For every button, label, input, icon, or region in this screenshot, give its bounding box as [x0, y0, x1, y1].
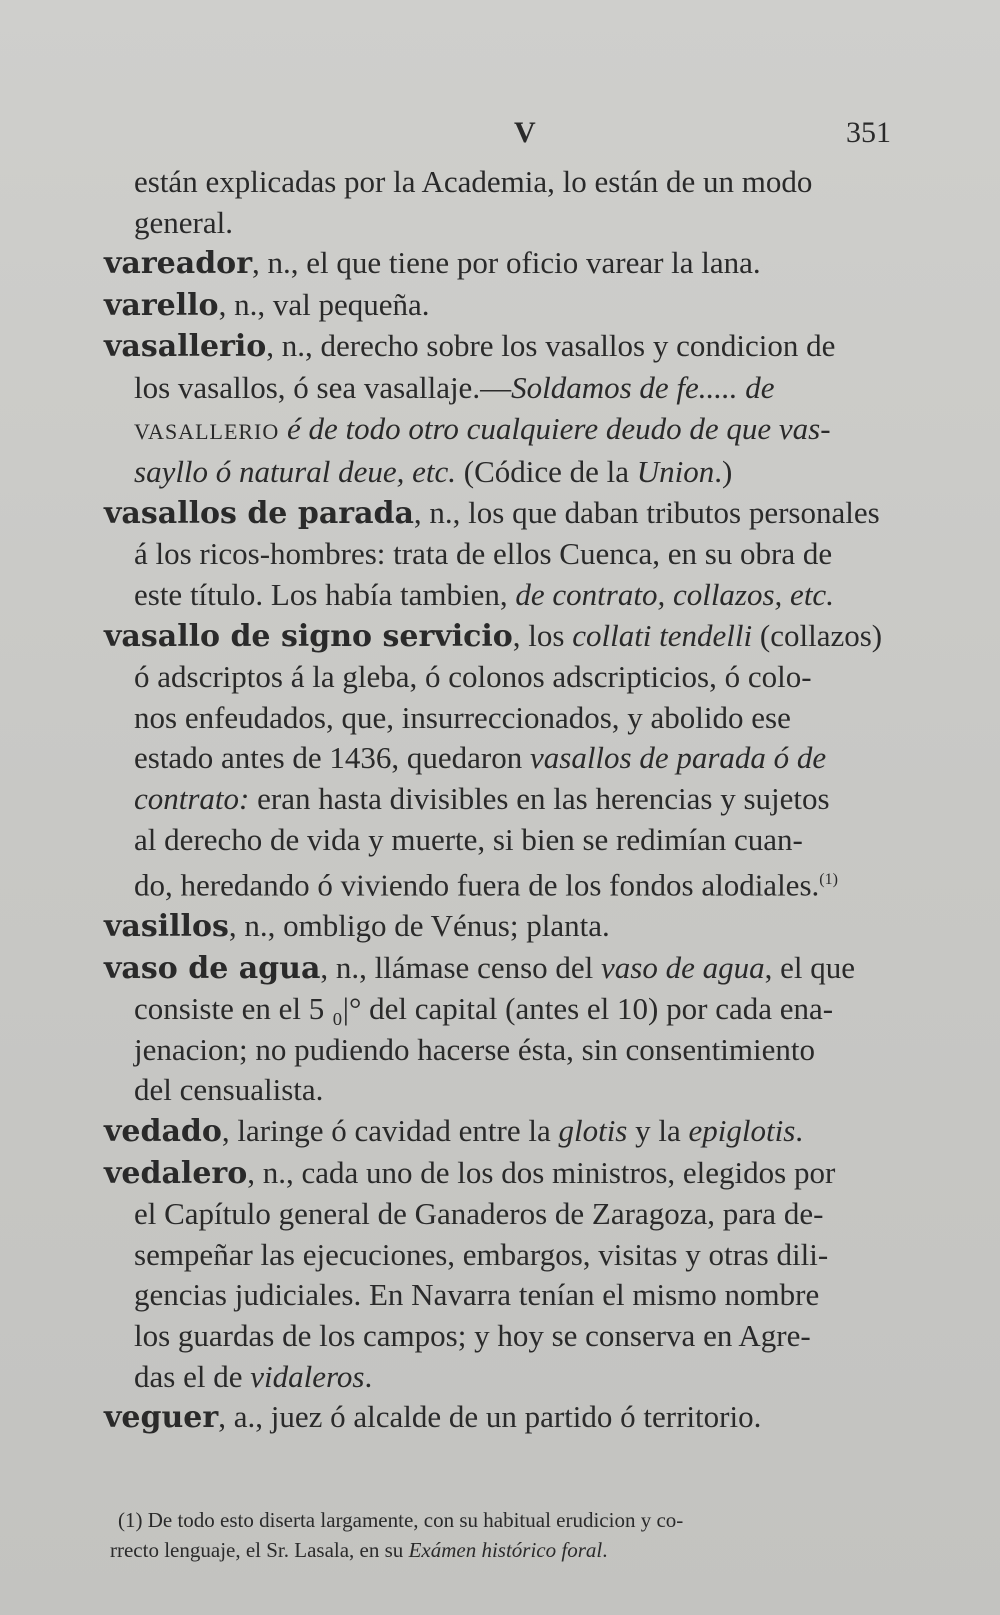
entry-text-line	[104, 1316, 924, 1357]
entry-text-line	[104, 534, 924, 575]
entry-headword-line	[104, 1111, 924, 1153]
entry-text-line	[104, 1030, 924, 1071]
entry-text: este título. Los había tambien,	[134, 576, 516, 612]
italic-text: de contrato, collazos, etc.	[515, 576, 834, 612]
entry-text: do, heredando ó viviendo fuera de los fondos alodiales	[134, 867, 812, 903]
italic-text: sayllo ó natural deue, etc.	[134, 454, 456, 490]
entry-text: , n., cada uno de los dos ministros, elegidos por	[247, 1154, 836, 1190]
entry-headword-line	[104, 948, 924, 990]
entry-text: , los	[512, 617, 573, 653]
entry-text-line	[104, 452, 924, 493]
entry-text: del censualista.	[134, 1072, 324, 1108]
entry-text-line	[104, 575, 924, 616]
entry-text-line	[104, 203, 924, 244]
footnote	[110, 1505, 918, 1565]
entry-text: .	[811, 867, 820, 903]
small-caps-text: VASALLERIO	[134, 418, 280, 444]
entry-headword-line	[104, 1397, 924, 1439]
italic-text: vasallos de parada ó de	[530, 740, 827, 776]
entry-headword-line	[104, 243, 924, 285]
entry-text: jenacion; no pudiendo hacerse ésta, sin consentimiento	[134, 1031, 815, 1067]
entry-text: , laringe ó cavidad entre la	[221, 1112, 559, 1148]
entry-text: , a., juez ó alcalde de un partido ó territorio.	[218, 1399, 762, 1435]
entry-text: sempeñar las ejecuciones, embargos, visitas y otras dili-	[134, 1236, 829, 1272]
entry-text-line	[104, 989, 924, 1030]
italic-text: é de todo otro cualquiere deudo de que vas-	[279, 410, 831, 446]
entry-text: (Códice de la	[456, 454, 637, 490]
headword: vasallo de signo servicio	[104, 618, 513, 654]
footnote-line: (1) De todo esto diserta largamente, con su habitual erudicion y co-	[118, 1508, 684, 1532]
dictionary-entries	[104, 162, 924, 1439]
footnote-text: rrecto lenguaje, el Sr. Lasala, en su	[110, 1538, 409, 1562]
italic-text: vaso de agua	[601, 949, 765, 985]
entry-text-line	[104, 820, 924, 861]
entry-text: .	[364, 1358, 373, 1394]
entry-text: general.	[134, 204, 233, 240]
entry-headword-line	[104, 493, 924, 535]
entry-text: (collazos)	[752, 617, 883, 653]
entry-text-line	[104, 1275, 924, 1316]
page-number: 351	[846, 116, 891, 149]
entry-text-line	[104, 698, 924, 739]
headword: vedalero	[104, 1155, 248, 1191]
entry-text-line	[104, 657, 924, 698]
entry-text: están explicadas por la Academia, lo están de un modo	[134, 164, 813, 199]
entry-text: consiste en el 5 ₀|° del capital (antes el 10) por cada ena-	[134, 991, 834, 1027]
italic-text: contrato:	[134, 780, 250, 816]
italic-text: Soldamos de fe..... de	[511, 369, 775, 405]
entry-text-line	[104, 1357, 924, 1398]
italic-text: glotis	[558, 1112, 628, 1148]
entry-text: , el que	[764, 949, 856, 985]
entry-text: ó adscriptos á la gleba, ó colonos adscripticios, ó colo-	[134, 659, 812, 695]
entry-headword-line	[104, 906, 924, 948]
entry-text-line	[104, 1194, 924, 1235]
entry-text: , n., llámase censo del	[320, 949, 602, 985]
entry-text: el Capítulo general de Ganaderos de Zaragoza, para de-	[134, 1196, 824, 1232]
headword: vasillos	[104, 909, 229, 945]
section-letter: V	[514, 116, 536, 149]
entry-text: estado antes de 1436, quedaron	[134, 740, 530, 776]
italic-text: vidaleros	[250, 1358, 365, 1394]
headword: vasallos de parada	[104, 495, 414, 531]
entry-headword-line	[104, 285, 924, 327]
entry-text: .	[795, 1112, 804, 1148]
entry-text-line	[104, 860, 924, 906]
footnote-line	[110, 1535, 918, 1565]
entry-text: á los ricos-hombres: trata de ellos Cuenca, en su obra de	[134, 536, 833, 572]
entry-text: .)	[714, 454, 733, 490]
italic-text: Union	[636, 454, 715, 490]
running-header	[0, 116, 1000, 156]
footnote-text: .	[602, 1538, 608, 1562]
entry-text: los guardas de los campos; y hoy se conserva en Agre-	[134, 1317, 811, 1353]
headword: varello	[104, 287, 219, 323]
headword: vedado	[104, 1113, 222, 1149]
entry-text: y la	[627, 1112, 689, 1148]
footnote-title: Exámen histórico foral	[408, 1538, 603, 1562]
entry-headword-line	[104, 1153, 924, 1195]
entry-text: , n., el que tiene por oficio varear la lana.	[252, 245, 761, 281]
entry-text-line	[104, 1235, 924, 1276]
italic-text: collati tendelli	[572, 617, 753, 653]
entry-text-line	[104, 409, 924, 453]
headword: vasallerio	[104, 329, 267, 365]
entry-text-line	[104, 368, 924, 409]
entry-headword-line	[104, 326, 924, 368]
italic-text: epiglotis	[688, 1112, 796, 1148]
entry-text: , n., los que daban tributos personales	[413, 494, 880, 530]
entry-text: al derecho de vida y muerte, si bien se redimían cuan-	[134, 821, 803, 857]
entry-text-line	[104, 1070, 924, 1111]
entry-text: das el de	[134, 1358, 251, 1394]
headword: vaso de agua	[104, 950, 321, 986]
headword: vareador	[104, 246, 252, 282]
entry-text-line	[104, 738, 924, 779]
entry-text: , n., val pequeña.	[218, 286, 430, 322]
entry-text: , n., ombligo de Vénus; planta.	[228, 908, 610, 944]
headword: veguer	[104, 1400, 219, 1436]
entry-text-line	[104, 779, 924, 820]
entry-text: gencias judiciales. En Navarra tenían el mismo nombre	[134, 1277, 820, 1313]
entry-text: , n., derecho sobre los vasallos y condicion de	[266, 328, 836, 364]
footnote-marker: (1)	[819, 871, 838, 889]
entry-text: eran hasta divisibles en las herencias y sujetos	[249, 780, 830, 816]
entry-text: nos enfeudados, que, insurreccionados, y abolido ese	[134, 699, 791, 735]
entry-text: los vasallos, ó sea vasallaje.—	[134, 369, 512, 405]
entry-text-line	[104, 162, 924, 203]
entry-headword-line	[104, 616, 924, 658]
